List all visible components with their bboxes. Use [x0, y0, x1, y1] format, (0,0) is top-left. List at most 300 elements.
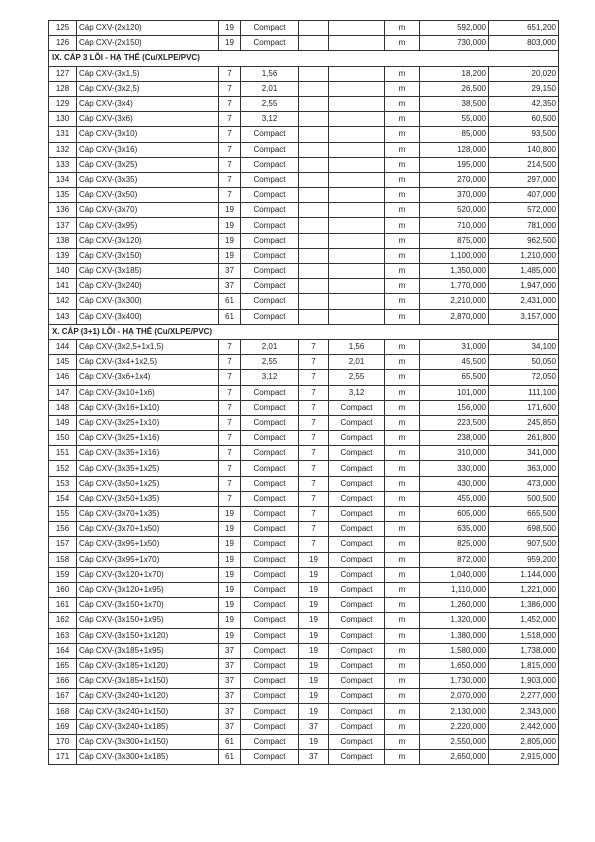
price-before-vat-cell: 2,210,000	[420, 294, 489, 309]
neutral-diameter-cell: Compact	[329, 507, 385, 522]
core-strand-count-cell: 19	[219, 36, 241, 51]
price-after-vat-cell: 60,500	[489, 112, 559, 127]
unit-cell: m	[385, 507, 420, 522]
table-row	[49, 279, 559, 294]
neutral-strand-count-cell: 19	[299, 582, 329, 597]
table-row	[49, 218, 559, 233]
row-number-cell: 150	[49, 431, 77, 446]
core-diameter-cell: 2,55	[241, 96, 299, 111]
neutral-strand-count-cell: 37	[299, 719, 329, 734]
neutral-strand-count-cell: 37	[299, 750, 329, 765]
product-name-cell: Cáp CXV-(3x120+1x70)	[77, 567, 219, 582]
product-name-cell: Cáp CXV-(3x10)	[77, 127, 219, 142]
table-row	[49, 112, 559, 127]
neutral-strand-count-cell: 19	[299, 689, 329, 704]
section-title: X. CÁP (3+1) LÕI - HẠ THẾ (Cu/XLPE/PVC)	[49, 324, 559, 339]
price-after-vat-cell: 1,485,000	[489, 264, 559, 279]
core-diameter-cell: 1,56	[241, 66, 299, 81]
product-name-cell: Cáp CXV-(3x35+1x25)	[77, 461, 219, 476]
product-name-cell: Cáp CXV-(3x4+1x2,5)	[77, 355, 219, 370]
product-name-cell: Cáp CXV-(3x185)	[77, 264, 219, 279]
core-diameter-cell: Compact	[241, 674, 299, 689]
product-name-cell: Cáp CXV-(3x400)	[77, 309, 219, 324]
core-strand-count-cell: 7	[219, 188, 241, 203]
product-name-cell: Cáp CXV-(3x1,5)	[77, 66, 219, 81]
core-diameter-cell: Compact	[241, 203, 299, 218]
row-number-cell: 152	[49, 461, 77, 476]
price-before-vat-cell: 2,650,000	[420, 750, 489, 765]
unit-cell: m	[385, 628, 420, 643]
price-after-vat-cell: 341,000	[489, 446, 559, 461]
price-before-vat-cell: 825,000	[420, 537, 489, 552]
neutral-diameter-cell: Compact	[329, 537, 385, 552]
price-before-vat-cell: 605,000	[420, 507, 489, 522]
product-name-cell: Cáp CXV-(3x70+1x50)	[77, 522, 219, 537]
product-name-cell: Cáp CXV-(3x185+1x150)	[77, 674, 219, 689]
core-diameter-cell: Compact	[241, 431, 299, 446]
price-before-vat-cell: 730,000	[420, 36, 489, 51]
row-number-cell: 169	[49, 719, 77, 734]
unit-cell: m	[385, 734, 420, 749]
row-number-cell: 132	[49, 142, 77, 157]
core-diameter-cell: Compact	[241, 734, 299, 749]
product-name-cell: Cáp CXV-(3x50+1x35)	[77, 491, 219, 506]
row-number-cell: 138	[49, 233, 77, 248]
unit-cell: m	[385, 218, 420, 233]
unit-cell: m	[385, 476, 420, 491]
row-number-cell: 157	[49, 537, 77, 552]
price-before-vat-cell: 156,000	[420, 400, 489, 415]
price-after-vat-cell: 2,343,000	[489, 704, 559, 719]
unit-cell: m	[385, 491, 420, 506]
neutral-strand-count-cell	[299, 172, 329, 187]
price-before-vat-cell: 38,500	[420, 96, 489, 111]
price-after-vat-cell: 473,000	[489, 476, 559, 491]
neutral-strand-count-cell	[299, 188, 329, 203]
unit-cell: m	[385, 598, 420, 613]
row-number-cell: 155	[49, 507, 77, 522]
product-name-cell: Cáp CXV-(2x150)	[77, 36, 219, 51]
table-row	[49, 81, 559, 96]
product-name-cell: Cáp CXV-(3x95+1x50)	[77, 537, 219, 552]
neutral-diameter-cell	[329, 203, 385, 218]
row-number-cell: 161	[49, 598, 77, 613]
price-after-vat-cell: 3,157,000	[489, 309, 559, 324]
neutral-strand-count-cell: 7	[299, 491, 329, 506]
unit-cell: m	[385, 66, 420, 81]
product-name-cell: Cáp CXV-(3x240+1x150)	[77, 704, 219, 719]
price-before-vat-cell: 330,000	[420, 461, 489, 476]
table-row	[49, 142, 559, 157]
neutral-strand-count-cell	[299, 294, 329, 309]
product-name-cell: Cáp CXV-(3x150)	[77, 248, 219, 263]
row-number-cell: 130	[49, 112, 77, 127]
neutral-diameter-cell: Compact	[329, 734, 385, 749]
neutral-diameter-cell: 2,55	[329, 370, 385, 385]
neutral-strand-count-cell: 7	[299, 431, 329, 446]
core-strand-count-cell: 19	[219, 582, 241, 597]
core-strand-count-cell: 19	[219, 218, 241, 233]
core-strand-count-cell: 7	[219, 385, 241, 400]
product-name-cell: Cáp CXV-(3x240+1x120)	[77, 689, 219, 704]
price-before-vat-cell: 710,000	[420, 218, 489, 233]
neutral-diameter-cell	[329, 188, 385, 203]
price-after-vat-cell: 1,221,000	[489, 582, 559, 597]
price-before-vat-cell: 1,580,000	[420, 643, 489, 658]
price-before-vat-cell: 1,380,000	[420, 628, 489, 643]
table-row	[49, 704, 559, 719]
unit-cell: m	[385, 567, 420, 582]
core-diameter-cell: Compact	[241, 491, 299, 506]
table-row	[49, 537, 559, 552]
core-diameter-cell: Compact	[241, 294, 299, 309]
product-name-cell: Cáp CXV-(3x120)	[77, 233, 219, 248]
neutral-diameter-cell: 3,12	[329, 385, 385, 400]
price-before-vat-cell: 1,100,000	[420, 248, 489, 263]
neutral-strand-count-cell	[299, 218, 329, 233]
neutral-diameter-cell	[329, 127, 385, 142]
product-name-cell: Cáp CXV-(3x16)	[77, 142, 219, 157]
product-name-cell: Cáp CXV-(3x70)	[77, 203, 219, 218]
unit-cell: m	[385, 674, 420, 689]
row-number-cell: 144	[49, 339, 77, 354]
unit-cell: m	[385, 446, 420, 461]
row-number-cell: 165	[49, 658, 77, 673]
core-diameter-cell: 3,12	[241, 370, 299, 385]
price-before-vat-cell: 370,000	[420, 188, 489, 203]
core-diameter-cell: Compact	[241, 507, 299, 522]
core-strand-count-cell: 19	[219, 613, 241, 628]
core-strand-count-cell: 37	[219, 279, 241, 294]
unit-cell: m	[385, 188, 420, 203]
unit-cell: m	[385, 582, 420, 597]
unit-cell: m	[385, 294, 420, 309]
neutral-diameter-cell: Compact	[329, 552, 385, 567]
price-after-vat-cell: 1,518,000	[489, 628, 559, 643]
price-before-vat-cell: 2,070,000	[420, 689, 489, 704]
price-after-vat-cell: 803,000	[489, 36, 559, 51]
price-before-vat-cell: 1,110,000	[420, 582, 489, 597]
table-row	[49, 96, 559, 111]
row-number-cell: 147	[49, 385, 77, 400]
table-row	[49, 294, 559, 309]
row-number-cell: 141	[49, 279, 77, 294]
neutral-strand-count-cell: 19	[299, 734, 329, 749]
row-number-cell: 171	[49, 750, 77, 765]
neutral-strand-count-cell	[299, 81, 329, 96]
core-diameter-cell: Compact	[241, 157, 299, 172]
core-diameter-cell: Compact	[241, 628, 299, 643]
core-diameter-cell: Compact	[241, 658, 299, 673]
table-row	[49, 355, 559, 370]
unit-cell: m	[385, 112, 420, 127]
neutral-strand-count-cell: 7	[299, 400, 329, 415]
price-after-vat-cell: 407,000	[489, 188, 559, 203]
core-diameter-cell: Compact	[241, 552, 299, 567]
row-number-cell: 168	[49, 704, 77, 719]
core-strand-count-cell: 37	[219, 658, 241, 673]
row-number-cell: 143	[49, 309, 77, 324]
neutral-diameter-cell	[329, 309, 385, 324]
price-after-vat-cell: 2,277,000	[489, 689, 559, 704]
table-row	[49, 446, 559, 461]
unit-cell: m	[385, 142, 420, 157]
price-after-vat-cell: 962,500	[489, 233, 559, 248]
row-number-cell: 136	[49, 203, 77, 218]
price-after-vat-cell: 42,350	[489, 96, 559, 111]
core-strand-count-cell: 7	[219, 157, 241, 172]
table-row	[49, 233, 559, 248]
price-before-vat-cell: 1,320,000	[420, 613, 489, 628]
table-row	[49, 172, 559, 187]
unit-cell: m	[385, 264, 420, 279]
core-strand-count-cell: 19	[219, 522, 241, 537]
unit-cell: m	[385, 279, 420, 294]
price-before-vat-cell: 2,550,000	[420, 734, 489, 749]
table-row	[49, 598, 559, 613]
unit-cell: m	[385, 385, 420, 400]
product-name-cell: Cáp CXV-(3x2,5)	[77, 81, 219, 96]
price-before-vat-cell: 223,500	[420, 415, 489, 430]
unit-cell: m	[385, 704, 420, 719]
price-after-vat-cell: 72,050	[489, 370, 559, 385]
price-after-vat-cell: 500,500	[489, 491, 559, 506]
row-number-cell: 160	[49, 582, 77, 597]
unit-cell: m	[385, 750, 420, 765]
neutral-strand-count-cell	[299, 309, 329, 324]
price-before-vat-cell: 1,260,000	[420, 598, 489, 613]
core-strand-count-cell: 19	[219, 567, 241, 582]
table-row	[49, 36, 559, 51]
core-strand-count-cell: 19	[219, 537, 241, 552]
price-before-vat-cell: 310,000	[420, 446, 489, 461]
row-number-cell: 153	[49, 476, 77, 491]
core-strand-count-cell: 7	[219, 96, 241, 111]
section-title: IX. CÁP 3 LÕI - HẠ THẾ (Cu/XLPE/PVC)	[49, 51, 559, 66]
core-diameter-cell: Compact	[241, 537, 299, 552]
price-after-vat-cell: 1,452,000	[489, 613, 559, 628]
product-name-cell: Cáp CXV-(3x25+1x16)	[77, 431, 219, 446]
table-row	[49, 188, 559, 203]
neutral-diameter-cell: Compact	[329, 689, 385, 704]
neutral-strand-count-cell: 7	[299, 339, 329, 354]
unit-cell: m	[385, 719, 420, 734]
neutral-diameter-cell	[329, 157, 385, 172]
core-diameter-cell: Compact	[241, 719, 299, 734]
price-before-vat-cell: 430,000	[420, 476, 489, 491]
neutral-strand-count-cell: 19	[299, 628, 329, 643]
neutral-strand-count-cell	[299, 279, 329, 294]
neutral-diameter-cell	[329, 81, 385, 96]
neutral-diameter-cell: 1,56	[329, 339, 385, 354]
price-after-vat-cell: 572,000	[489, 203, 559, 218]
core-strand-count-cell: 7	[219, 461, 241, 476]
price-after-vat-cell: 214,500	[489, 157, 559, 172]
row-number-cell: 126	[49, 36, 77, 51]
neutral-strand-count-cell: 7	[299, 385, 329, 400]
table-row	[49, 157, 559, 172]
neutral-diameter-cell: Compact	[329, 461, 385, 476]
unit-cell: m	[385, 370, 420, 385]
neutral-strand-count-cell	[299, 127, 329, 142]
core-diameter-cell: Compact	[241, 172, 299, 187]
price-after-vat-cell: 111,100	[489, 385, 559, 400]
table-row	[49, 643, 559, 658]
product-name-cell: Cáp CXV-(3x240+1x185)	[77, 719, 219, 734]
price-before-vat-cell: 1,770,000	[420, 279, 489, 294]
core-diameter-cell: Compact	[241, 188, 299, 203]
neutral-strand-count-cell	[299, 233, 329, 248]
product-name-cell: Cáp CXV-(3x16+1x10)	[77, 400, 219, 415]
core-diameter-cell: Compact	[241, 309, 299, 324]
price-before-vat-cell: 85,000	[420, 127, 489, 142]
core-diameter-cell: Compact	[241, 613, 299, 628]
core-strand-count-cell: 37	[219, 689, 241, 704]
neutral-strand-count-cell	[299, 112, 329, 127]
price-before-vat-cell: 520,000	[420, 203, 489, 218]
core-diameter-cell: Compact	[241, 567, 299, 582]
neutral-strand-count-cell: 19	[299, 643, 329, 658]
price-before-vat-cell: 2,130,000	[420, 704, 489, 719]
neutral-diameter-cell: Compact	[329, 522, 385, 537]
core-diameter-cell: Compact	[241, 142, 299, 157]
product-name-cell: Cáp CXV-(3x185+1x120)	[77, 658, 219, 673]
row-number-cell: 151	[49, 446, 77, 461]
row-number-cell: 125	[49, 21, 77, 36]
product-name-cell: Cáp CXV-(3x300+1x150)	[77, 734, 219, 749]
row-number-cell: 149	[49, 415, 77, 430]
price-after-vat-cell: 50,050	[489, 355, 559, 370]
unit-cell: m	[385, 658, 420, 673]
neutral-diameter-cell: Compact	[329, 598, 385, 613]
price-before-vat-cell: 128,000	[420, 142, 489, 157]
row-number-cell: 135	[49, 188, 77, 203]
core-strand-count-cell: 61	[219, 309, 241, 324]
neutral-strand-count-cell	[299, 142, 329, 157]
table-row	[49, 750, 559, 765]
core-strand-count-cell: 37	[219, 643, 241, 658]
core-diameter-cell: Compact	[241, 233, 299, 248]
neutral-diameter-cell: Compact	[329, 674, 385, 689]
unit-cell: m	[385, 537, 420, 552]
neutral-diameter-cell: Compact	[329, 582, 385, 597]
price-after-vat-cell: 651,200	[489, 21, 559, 36]
core-strand-count-cell: 19	[219, 507, 241, 522]
table-row	[49, 476, 559, 491]
core-diameter-cell: Compact	[241, 704, 299, 719]
product-name-cell: Cáp CXV-(3x185+1x95)	[77, 643, 219, 658]
section-header-row	[49, 324, 559, 339]
neutral-strand-count-cell: 7	[299, 476, 329, 491]
neutral-strand-count-cell	[299, 36, 329, 51]
unit-cell: m	[385, 203, 420, 218]
price-after-vat-cell: 34,100	[489, 339, 559, 354]
price-before-vat-cell: 1,650,000	[420, 658, 489, 673]
product-name-cell: Cáp CXV-(3x35+1x16)	[77, 446, 219, 461]
neutral-diameter-cell	[329, 112, 385, 127]
core-diameter-cell: Compact	[241, 476, 299, 491]
unit-cell: m	[385, 21, 420, 36]
table-row	[49, 719, 559, 734]
price-before-vat-cell: 18,200	[420, 66, 489, 81]
neutral-strand-count-cell: 19	[299, 704, 329, 719]
core-strand-count-cell: 37	[219, 264, 241, 279]
unit-cell: m	[385, 689, 420, 704]
unit-cell: m	[385, 127, 420, 142]
product-name-cell: Cáp CXV-(3x2,5+1x1,5)	[77, 339, 219, 354]
price-after-vat-cell: 1,386,000	[489, 598, 559, 613]
unit-cell: m	[385, 643, 420, 658]
neutral-diameter-cell	[329, 66, 385, 81]
table-row	[49, 66, 559, 81]
neutral-diameter-cell: Compact	[329, 628, 385, 643]
neutral-strand-count-cell: 19	[299, 658, 329, 673]
unit-cell: m	[385, 339, 420, 354]
neutral-strand-count-cell: 7	[299, 415, 329, 430]
table-row	[49, 552, 559, 567]
table-row	[49, 370, 559, 385]
neutral-diameter-cell	[329, 36, 385, 51]
price-after-vat-cell: 1,738,000	[489, 643, 559, 658]
price-before-vat-cell: 455,000	[420, 491, 489, 506]
core-diameter-cell: Compact	[241, 598, 299, 613]
row-number-cell: 154	[49, 491, 77, 506]
neutral-diameter-cell: Compact	[329, 719, 385, 734]
table-row	[49, 689, 559, 704]
neutral-diameter-cell: Compact	[329, 415, 385, 430]
neutral-strand-count-cell: 7	[299, 522, 329, 537]
price-after-vat-cell: 245,850	[489, 415, 559, 430]
core-diameter-cell: 3,12	[241, 112, 299, 127]
neutral-diameter-cell: Compact	[329, 643, 385, 658]
table-row	[49, 127, 559, 142]
price-before-vat-cell: 2,220,000	[420, 719, 489, 734]
product-name-cell: Cáp CXV-(3x25)	[77, 157, 219, 172]
row-number-cell: 137	[49, 218, 77, 233]
price-after-vat-cell: 20,020	[489, 66, 559, 81]
price-before-vat-cell: 872,000	[420, 552, 489, 567]
product-name-cell: Cáp CXV-(3x50)	[77, 188, 219, 203]
price-before-vat-cell: 1,350,000	[420, 264, 489, 279]
neutral-diameter-cell	[329, 279, 385, 294]
row-number-cell: 170	[49, 734, 77, 749]
core-strand-count-cell: 61	[219, 750, 241, 765]
price-before-vat-cell: 238,000	[420, 431, 489, 446]
row-number-cell: 140	[49, 264, 77, 279]
core-strand-count-cell: 7	[219, 355, 241, 370]
price-table	[48, 20, 559, 765]
unit-cell: m	[385, 431, 420, 446]
unit-cell: m	[385, 172, 420, 187]
core-diameter-cell: Compact	[241, 689, 299, 704]
price-before-vat-cell: 45,500	[420, 355, 489, 370]
core-strand-count-cell: 7	[219, 142, 241, 157]
neutral-diameter-cell	[329, 142, 385, 157]
table-row	[49, 400, 559, 415]
core-strand-count-cell: 37	[219, 674, 241, 689]
neutral-diameter-cell	[329, 96, 385, 111]
price-after-vat-cell: 140,800	[489, 142, 559, 157]
product-name-cell: Cáp CXV-(3x120+1x95)	[77, 582, 219, 597]
row-number-cell: 166	[49, 674, 77, 689]
product-name-cell: Cáp CXV-(3x300)	[77, 294, 219, 309]
core-strand-count-cell: 37	[219, 704, 241, 719]
unit-cell: m	[385, 355, 420, 370]
price-after-vat-cell: 698,500	[489, 522, 559, 537]
core-diameter-cell: Compact	[241, 248, 299, 263]
row-number-cell: 167	[49, 689, 77, 704]
price-before-vat-cell: 635,000	[420, 522, 489, 537]
